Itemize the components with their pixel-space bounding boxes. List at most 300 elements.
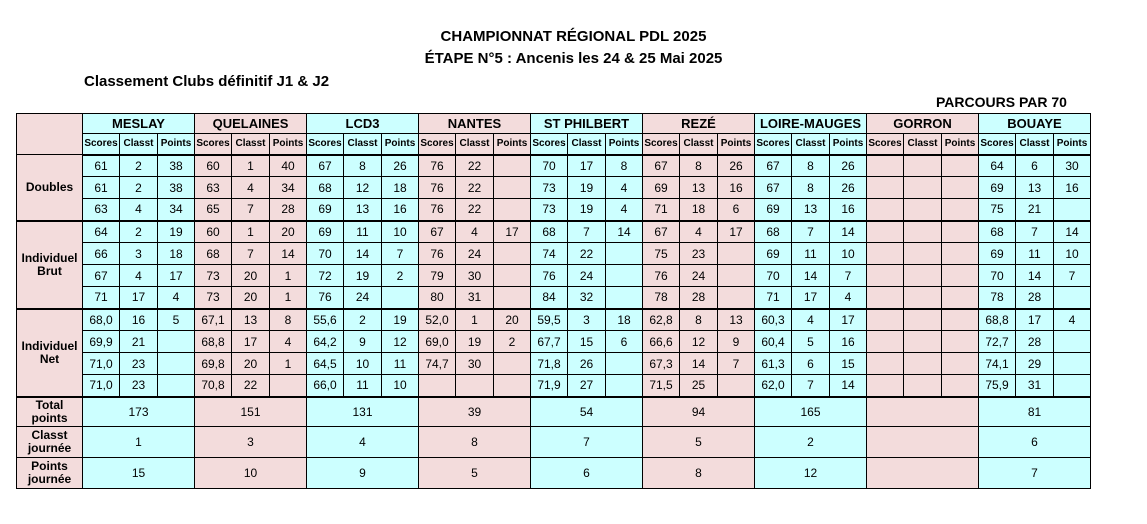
- score-cell: 7: [830, 265, 867, 287]
- score-cell: 1: [270, 287, 307, 309]
- score-cell: [942, 221, 979, 243]
- score-cell: 64,5: [307, 353, 344, 375]
- column-header: Classt: [120, 134, 158, 155]
- score-cell: 64: [979, 155, 1016, 177]
- score-cell: [606, 287, 643, 309]
- score-cell: 60,4: [755, 331, 792, 353]
- score-cell: 28: [1016, 331, 1054, 353]
- score-cell: 4: [120, 265, 158, 287]
- score-cell: [867, 155, 904, 177]
- score-cell: 10: [382, 221, 419, 243]
- score-cell: [942, 309, 979, 331]
- score-cell: 14: [1054, 221, 1091, 243]
- summary-cell: 151: [195, 397, 307, 427]
- club-header: BOUAYE: [979, 114, 1091, 134]
- score-cell: 69: [307, 199, 344, 221]
- column-header: Scores: [979, 134, 1016, 155]
- score-cell: 13: [680, 177, 718, 199]
- score-cell: 17: [792, 287, 830, 309]
- score-cell: 76: [419, 243, 456, 265]
- club-header: MESLAY: [83, 114, 195, 134]
- score-cell: 4: [830, 287, 867, 309]
- score-cell: 32: [568, 287, 606, 309]
- summary-cell: 81: [979, 397, 1091, 427]
- title-line-2: ÉTAPE N°5 : Ancenis les 24 & 25 Mai 2025: [424, 50, 723, 67]
- title-line-1: CHAMPIONNAT RÉGIONAL PDL 2025: [440, 28, 707, 45]
- score-cell: 63: [195, 177, 232, 199]
- score-cell: 76: [307, 287, 344, 309]
- summary-cell: 5: [643, 427, 755, 458]
- score-cell: 17: [1016, 309, 1054, 331]
- score-cell: 12: [680, 331, 718, 353]
- score-cell: 22: [232, 375, 270, 397]
- score-cell: 80: [419, 287, 456, 309]
- score-cell: 1: [232, 221, 270, 243]
- score-cell: 71,0: [83, 375, 120, 397]
- score-cell: 67,7: [531, 331, 568, 353]
- score-cell: 9: [718, 331, 755, 353]
- parcours-label: PARCOURS PAR 70: [936, 94, 1067, 110]
- score-cell: 60,3: [755, 309, 792, 331]
- club-header: ST PHILBERT: [531, 114, 643, 134]
- score-cell: 4: [232, 177, 270, 199]
- score-cell: 13: [1016, 177, 1054, 199]
- summary-cell: 9: [307, 458, 419, 489]
- score-cell: 69,0: [419, 331, 456, 353]
- score-cell: 1: [270, 265, 307, 287]
- summary-cell: 94: [643, 397, 755, 427]
- score-cell: 6: [606, 331, 643, 353]
- summary-cell: 8: [419, 427, 531, 458]
- summary-cell: 4: [307, 427, 419, 458]
- column-header: Points: [270, 134, 307, 155]
- score-cell: 64,2: [307, 331, 344, 353]
- score-cell: [494, 243, 531, 265]
- score-cell: 70: [531, 155, 568, 177]
- score-cell: 28: [680, 287, 718, 309]
- score-cell: 17: [494, 221, 531, 243]
- score-cell: 67: [307, 155, 344, 177]
- score-cell: 62,8: [643, 309, 680, 331]
- summary-cell: [867, 458, 979, 489]
- score-cell: 17: [158, 265, 195, 287]
- score-cell: 67: [643, 155, 680, 177]
- summary-cell: [867, 397, 979, 427]
- score-cell: 67: [755, 177, 792, 199]
- score-cell: 69: [755, 243, 792, 265]
- score-cell: 2: [120, 221, 158, 243]
- score-cell: 34: [158, 199, 195, 221]
- column-header: Classt: [792, 134, 830, 155]
- score-cell: [1054, 287, 1091, 309]
- column-header: Points: [158, 134, 195, 155]
- score-cell: 16: [382, 199, 419, 221]
- summary-cell: 3: [195, 427, 307, 458]
- score-cell: 18: [680, 199, 718, 221]
- score-cell: 67: [755, 155, 792, 177]
- score-cell: 69: [643, 177, 680, 199]
- score-cell: 26: [718, 155, 755, 177]
- column-header: Points: [382, 134, 419, 155]
- score-cell: [1054, 331, 1091, 353]
- score-cell: 72: [307, 265, 344, 287]
- score-cell: 4: [1054, 309, 1091, 331]
- column-header: Points: [1054, 134, 1091, 155]
- column-header: Classt: [904, 134, 942, 155]
- score-cell: [606, 265, 643, 287]
- score-cell: [904, 265, 942, 287]
- score-cell: 7: [568, 221, 606, 243]
- score-cell: 24: [680, 265, 718, 287]
- score-cell: [456, 375, 494, 397]
- score-cell: [867, 265, 904, 287]
- score-cell: [904, 221, 942, 243]
- column-header: Scores: [307, 134, 344, 155]
- score-cell: 7: [382, 243, 419, 265]
- score-cell: 73: [195, 287, 232, 309]
- score-cell: 7: [792, 221, 830, 243]
- score-cell: [867, 287, 904, 309]
- score-cell: 61,3: [755, 353, 792, 375]
- score-cell: 20: [232, 353, 270, 375]
- score-cell: 61: [83, 155, 120, 177]
- summary-cell: 7: [531, 427, 643, 458]
- score-cell: 69: [979, 243, 1016, 265]
- column-header: Scores: [755, 134, 792, 155]
- results-table: [16, 113, 1091, 489]
- score-cell: 68: [755, 221, 792, 243]
- score-cell: [942, 155, 979, 177]
- score-cell: 18: [606, 309, 643, 331]
- score-cell: 23: [680, 243, 718, 265]
- score-cell: [606, 243, 643, 265]
- score-cell: 4: [792, 309, 830, 331]
- score-cell: 68: [979, 221, 1016, 243]
- score-cell: [867, 375, 904, 397]
- score-cell: 61: [83, 177, 120, 199]
- score-cell: [904, 199, 942, 221]
- score-cell: 8: [606, 155, 643, 177]
- score-cell: [270, 375, 307, 397]
- score-cell: 7: [232, 199, 270, 221]
- column-header: Scores: [531, 134, 568, 155]
- score-cell: 28: [1016, 287, 1054, 309]
- score-cell: 84: [531, 287, 568, 309]
- score-cell: 17: [830, 309, 867, 331]
- score-cell: 74,1: [979, 353, 1016, 375]
- score-cell: 23: [120, 353, 158, 375]
- score-cell: 67: [643, 221, 680, 243]
- score-cell: 5: [792, 331, 830, 353]
- score-cell: 2: [382, 265, 419, 287]
- score-cell: [942, 177, 979, 199]
- score-cell: 15: [568, 331, 606, 353]
- score-cell: 6: [792, 353, 830, 375]
- score-cell: [904, 287, 942, 309]
- score-cell: 76: [419, 177, 456, 199]
- score-cell: [158, 375, 195, 397]
- score-cell: 1: [270, 353, 307, 375]
- score-cell: 38: [158, 177, 195, 199]
- score-cell: 20: [232, 265, 270, 287]
- score-cell: [942, 353, 979, 375]
- score-cell: 14: [680, 353, 718, 375]
- score-cell: 7: [232, 243, 270, 265]
- score-cell: 72,7: [979, 331, 1016, 353]
- score-cell: 19: [382, 309, 419, 331]
- score-cell: 17: [718, 221, 755, 243]
- column-header: Classt: [344, 134, 382, 155]
- score-cell: 6: [1016, 155, 1054, 177]
- score-cell: 66: [83, 243, 120, 265]
- score-cell: 18: [158, 243, 195, 265]
- column-header: Scores: [419, 134, 456, 155]
- score-cell: 69: [755, 199, 792, 221]
- score-cell: 8: [680, 155, 718, 177]
- score-cell: 11: [1016, 243, 1054, 265]
- score-cell: 11: [792, 243, 830, 265]
- score-cell: 68: [531, 221, 568, 243]
- score-cell: 26: [830, 155, 867, 177]
- summary-cell: 7: [979, 458, 1091, 489]
- score-cell: 7: [792, 375, 830, 397]
- score-cell: 71: [755, 287, 792, 309]
- column-header: Scores: [643, 134, 680, 155]
- score-cell: [158, 331, 195, 353]
- score-cell: [867, 199, 904, 221]
- score-cell: 12: [382, 331, 419, 353]
- score-cell: 16: [120, 309, 158, 331]
- score-cell: [867, 177, 904, 199]
- summary-cell: 1: [83, 427, 195, 458]
- score-cell: [494, 199, 531, 221]
- summary-cell: 8: [643, 458, 755, 489]
- column-header: Scores: [867, 134, 904, 155]
- score-cell: 6: [718, 199, 755, 221]
- score-cell: [942, 331, 979, 353]
- score-cell: 66,0: [307, 375, 344, 397]
- score-cell: 29: [1016, 353, 1054, 375]
- score-cell: 7: [1016, 221, 1054, 243]
- score-cell: 20: [270, 221, 307, 243]
- score-cell: 71: [643, 199, 680, 221]
- score-cell: 22: [568, 243, 606, 265]
- score-cell: 30: [456, 353, 494, 375]
- score-cell: [494, 265, 531, 287]
- score-cell: 76: [531, 265, 568, 287]
- score-cell: 10: [344, 353, 382, 375]
- score-cell: [158, 353, 195, 375]
- summary-cell: [867, 427, 979, 458]
- score-cell: [942, 265, 979, 287]
- score-cell: 2: [120, 177, 158, 199]
- score-cell: 68,8: [195, 331, 232, 353]
- column-header: Classt: [232, 134, 270, 155]
- score-cell: 10: [830, 243, 867, 265]
- score-cell: 4: [120, 199, 158, 221]
- score-cell: 73: [195, 265, 232, 287]
- score-cell: 14: [1016, 265, 1054, 287]
- score-cell: 71: [83, 287, 120, 309]
- summary-cell: 165: [755, 397, 867, 427]
- score-cell: 2: [494, 331, 531, 353]
- score-cell: 24: [568, 265, 606, 287]
- score-cell: 14: [606, 221, 643, 243]
- column-header: Classt: [1016, 134, 1054, 155]
- score-cell: 55,6: [307, 309, 344, 331]
- score-cell: 67,1: [195, 309, 232, 331]
- score-cell: [419, 375, 456, 397]
- score-cell: 70,8: [195, 375, 232, 397]
- score-cell: 38: [158, 155, 195, 177]
- column-header: Points: [942, 134, 979, 155]
- score-cell: [1054, 199, 1091, 221]
- score-cell: 69,9: [83, 331, 120, 353]
- score-cell: 75: [643, 243, 680, 265]
- score-cell: 16: [830, 331, 867, 353]
- score-cell: 4: [456, 221, 494, 243]
- score-cell: 60: [195, 221, 232, 243]
- score-cell: 11: [382, 353, 419, 375]
- score-cell: 31: [1016, 375, 1054, 397]
- score-cell: 27: [568, 375, 606, 397]
- score-cell: 3: [120, 243, 158, 265]
- score-cell: 34: [270, 177, 307, 199]
- score-cell: [904, 331, 942, 353]
- score-cell: 21: [1016, 199, 1054, 221]
- summary-label: Classt journée: [17, 427, 83, 458]
- column-header: Scores: [195, 134, 232, 155]
- score-cell: 71,8: [531, 353, 568, 375]
- score-cell: 11: [344, 375, 382, 397]
- summary-cell: 131: [307, 397, 419, 427]
- score-cell: 13: [232, 309, 270, 331]
- score-cell: 75: [979, 199, 1016, 221]
- score-cell: 74: [531, 243, 568, 265]
- score-cell: [606, 353, 643, 375]
- club-header: REZÉ: [643, 114, 755, 134]
- score-cell: 30: [456, 265, 494, 287]
- score-cell: [904, 309, 942, 331]
- score-cell: 1: [232, 155, 270, 177]
- score-cell: 14: [344, 243, 382, 265]
- score-cell: 75,9: [979, 375, 1016, 397]
- score-cell: 26: [568, 353, 606, 375]
- score-cell: 68,8: [979, 309, 1016, 331]
- column-header: Points: [494, 134, 531, 155]
- score-cell: [718, 265, 755, 287]
- score-cell: [942, 199, 979, 221]
- column-header: Classt: [456, 134, 494, 155]
- score-cell: 22: [456, 155, 494, 177]
- score-cell: 17: [120, 287, 158, 309]
- score-cell: 4: [680, 221, 718, 243]
- club-header: GORRON: [867, 114, 979, 134]
- score-cell: 78: [979, 287, 1016, 309]
- score-cell: [904, 155, 942, 177]
- score-cell: [942, 287, 979, 309]
- score-cell: 22: [456, 177, 494, 199]
- score-cell: [494, 287, 531, 309]
- score-cell: 65: [195, 199, 232, 221]
- score-cell: 2: [120, 155, 158, 177]
- summary-label: Points journée: [17, 458, 83, 489]
- column-header: Classt: [568, 134, 606, 155]
- score-cell: 14: [830, 375, 867, 397]
- score-cell: 26: [830, 177, 867, 199]
- score-cell: 17: [232, 331, 270, 353]
- score-cell: 67: [83, 265, 120, 287]
- score-cell: [904, 243, 942, 265]
- score-cell: 69: [307, 221, 344, 243]
- score-cell: 15: [830, 353, 867, 375]
- score-cell: [382, 287, 419, 309]
- score-cell: 8: [792, 155, 830, 177]
- score-cell: 19: [568, 199, 606, 221]
- score-cell: 7: [1054, 265, 1091, 287]
- score-cell: 4: [606, 199, 643, 221]
- score-cell: 16: [830, 199, 867, 221]
- score-cell: [1054, 375, 1091, 397]
- score-cell: 8: [680, 309, 718, 331]
- score-cell: 70: [979, 265, 1016, 287]
- summary-cell: 5: [419, 458, 531, 489]
- score-cell: 17: [568, 155, 606, 177]
- summary-cell: 173: [83, 397, 195, 427]
- score-cell: 52,0: [419, 309, 456, 331]
- subtitle: Classement Clubs définitif J1 & J2: [84, 73, 330, 90]
- score-cell: 76: [419, 199, 456, 221]
- score-cell: 2: [344, 309, 382, 331]
- score-cell: 19: [568, 177, 606, 199]
- group-label: Doubles: [17, 155, 83, 221]
- score-cell: [867, 221, 904, 243]
- score-cell: 4: [158, 287, 195, 309]
- score-cell: 13: [718, 309, 755, 331]
- score-cell: 68,0: [83, 309, 120, 331]
- score-cell: [718, 243, 755, 265]
- score-cell: 9: [344, 331, 382, 353]
- score-cell: 16: [1054, 177, 1091, 199]
- score-cell: 64: [83, 221, 120, 243]
- score-cell: 63: [83, 199, 120, 221]
- summary-cell: 39: [419, 397, 531, 427]
- score-cell: [1054, 353, 1091, 375]
- score-cell: 71,0: [83, 353, 120, 375]
- score-cell: 74,7: [419, 353, 456, 375]
- score-cell: 16: [718, 177, 755, 199]
- score-cell: 7: [718, 353, 755, 375]
- score-cell: 20: [494, 309, 531, 331]
- score-cell: [942, 243, 979, 265]
- score-cell: 66,6: [643, 331, 680, 353]
- score-cell: 19: [456, 331, 494, 353]
- score-cell: [606, 375, 643, 397]
- score-cell: 13: [344, 199, 382, 221]
- score-cell: 10: [382, 375, 419, 397]
- score-cell: 8: [792, 177, 830, 199]
- column-header: Points: [606, 134, 643, 155]
- score-cell: 30: [1054, 155, 1091, 177]
- score-cell: 73: [531, 199, 568, 221]
- summary-cell: 6: [979, 427, 1091, 458]
- column-header: Points: [718, 134, 755, 155]
- score-cell: 76: [643, 265, 680, 287]
- score-cell: 20: [232, 287, 270, 309]
- score-cell: 11: [344, 221, 382, 243]
- score-cell: 8: [270, 309, 307, 331]
- score-cell: 22: [456, 199, 494, 221]
